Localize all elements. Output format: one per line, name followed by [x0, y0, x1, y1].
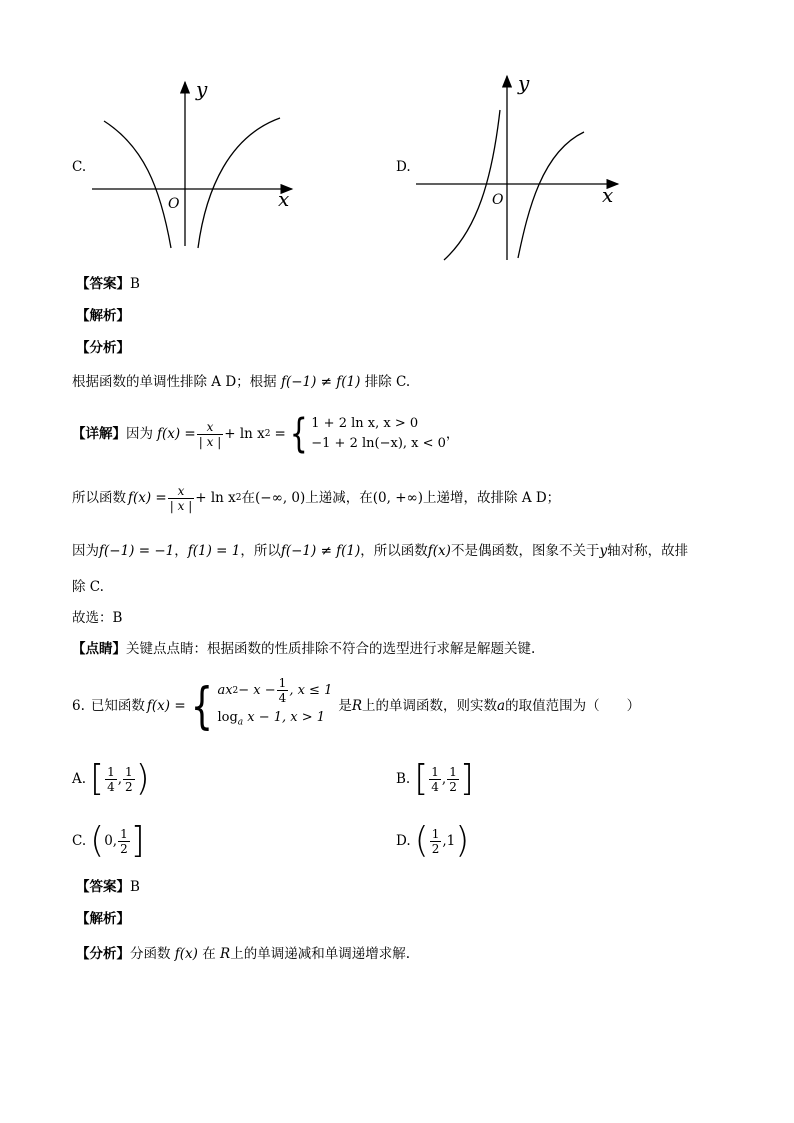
bracket-left: [ [414, 758, 429, 799]
text: 根据函数的单调性排除 A D；根据 [72, 374, 277, 390]
value: 1 [446, 833, 456, 849]
origin-label: O [168, 196, 180, 212]
fraction [118, 827, 130, 856]
value: 0 [104, 833, 113, 849]
fraction [123, 765, 135, 794]
denominator: 4 [278, 691, 287, 706]
option-label: D. [396, 833, 411, 849]
option-d[interactable]: D. ( $\frac{1}{2}$ , 1 ) [396, 820, 470, 861]
text: 已知函数 [90, 698, 145, 714]
text: 关键点点睛：根据函数的性质排除不符合的选型进行求解是解题关键. [126, 641, 536, 657]
denominator: | x | [169, 498, 193, 513]
graph-c [88, 76, 298, 254]
fraction [197, 420, 223, 449]
option-c[interactable]: C. ( 0 , $\frac{1}{2}$ ] [72, 820, 145, 861]
numerator: 1 [278, 676, 287, 691]
math: x − 1, x > 1 [247, 710, 326, 726]
case-1: 1 + 2 ln x, x > 0 [311, 416, 419, 431]
numerator: 1 [431, 826, 440, 841]
math: − x − [238, 682, 276, 698]
math: f(−1) = −1 [99, 543, 175, 559]
option-c-label: C. [72, 159, 87, 175]
option-label: C. [72, 833, 87, 849]
math: log [217, 710, 238, 726]
answer-value: B [130, 276, 140, 292]
text: 上递减，在 [305, 490, 373, 506]
piecewise-cases [217, 676, 332, 736]
math: ax [217, 682, 233, 698]
text: 轴对称，故排 [607, 543, 689, 559]
text: 的取值范围为（ ） [505, 698, 641, 714]
option-b[interactable]: B. [ $\frac{1}{4}$ , $\frac{1}{2}$ ] [396, 758, 474, 799]
q6-stem [72, 676, 640, 736]
numerator: 1 [449, 764, 457, 779]
fraction [447, 765, 459, 794]
q5-analyze-tag: 【分析】 [76, 340, 130, 356]
curve-left [104, 121, 171, 248]
origin-label: O [492, 192, 504, 208]
interval: (0, +∞) [372, 490, 424, 506]
math-ln: + ln x [195, 490, 236, 506]
case-2 [217, 705, 332, 736]
text: ， [445, 426, 460, 442]
math-fx: f(x) = [157, 426, 196, 442]
y-axis-label: y [196, 77, 208, 101]
option-label: B. [396, 771, 411, 787]
math: f(x) [174, 946, 198, 962]
math: a [497, 698, 506, 714]
superscript: 2 [264, 429, 271, 439]
brace: { [190, 677, 213, 735]
numerator: x [177, 483, 185, 498]
fraction [430, 827, 442, 856]
superscript: 2 [235, 493, 242, 503]
denominator: 4 [431, 779, 439, 794]
bracket-right: ] [130, 820, 145, 861]
numerator: 1 [125, 764, 133, 779]
bracket-left: [ [90, 758, 105, 799]
text: 上的单调函数，则实数 [362, 698, 498, 714]
answer-value: B [130, 879, 140, 895]
case-1 [217, 676, 332, 705]
curve-right [198, 118, 280, 248]
piecewise-cases [311, 414, 446, 454]
denominator: 2 [431, 841, 440, 856]
text: 在 [202, 946, 216, 962]
q5-analysis-tag: 【解析】 [76, 308, 130, 324]
fraction [277, 676, 289, 705]
brace: { [289, 411, 308, 457]
math: , x ≤ 1 [289, 682, 333, 698]
text: 不是偶函数，图象不关于 [450, 543, 600, 559]
text: 上递增，故排除 A D； [423, 490, 561, 506]
bracket-right: ) [135, 758, 150, 799]
math-inequality: f(−1) ≠ f(1) [280, 374, 361, 390]
math: f(−1) ≠ f(1) [280, 543, 361, 559]
text: ，所以函数 [360, 543, 428, 559]
math-fx: f(x) = [128, 490, 167, 506]
text: 排除 C. [364, 374, 411, 390]
denominator: 4 [107, 779, 115, 794]
denominator: 2 [449, 779, 457, 794]
answer-tag: 【答案】 [76, 276, 130, 292]
text: 因为 [72, 543, 99, 559]
graph-d [412, 70, 624, 262]
numerator: x [206, 419, 214, 434]
q6-analyze [76, 945, 410, 963]
q5-key-point [72, 640, 535, 658]
numerator: 1 [107, 764, 115, 779]
bracket-left: ( [90, 820, 105, 861]
math: R [351, 698, 363, 714]
q5-detail-line: 【详解】 因为 f(x) = $\frac{x}{| x |}$ + ln x 2 = { 1 + 2 ln x, x > 0 −1 + 2 ln(−x), x < 0 ， [72, 411, 460, 457]
option-d-label: D. [396, 159, 411, 175]
text: 在 [241, 490, 255, 506]
numerator: 1 [431, 764, 439, 779]
y-axis-label: y [518, 71, 530, 95]
detail-tag: 【详解】 [72, 426, 126, 442]
q5-line4: 除 C. [72, 579, 104, 595]
fraction [105, 765, 117, 794]
q6-analysis-tag: 【解析】 [76, 911, 130, 927]
math: y [599, 543, 608, 559]
option-label: A. [72, 771, 87, 787]
x-axis-label: x [278, 187, 290, 211]
q5-analyze-text [72, 373, 410, 391]
answer-tag: 【答案】 [76, 879, 130, 895]
bracket-right: ) [455, 820, 470, 861]
text: 因为 [126, 426, 153, 442]
text: 所以函数 [72, 490, 126, 506]
interval: (−∞, 0) [255, 490, 306, 506]
fraction [168, 484, 194, 513]
analyze-tag: 【分析】 [76, 946, 130, 962]
curve-left [444, 110, 500, 260]
text: 是 [338, 698, 352, 714]
q5-answer [76, 275, 140, 293]
q5-line2 [72, 478, 560, 518]
bracket-right: ] [459, 758, 474, 799]
subscript: a [237, 717, 244, 728]
text: ， [174, 543, 188, 559]
option-a[interactable]: A. [ $\frac{1}{4}$ , $\frac{1}{2}$ ) [72, 758, 150, 799]
math-fx: f(x) = [146, 698, 186, 714]
denominator: | x | [198, 434, 222, 449]
bracket-left: ( [414, 820, 429, 861]
denominator: 2 [125, 779, 133, 794]
fraction [429, 765, 441, 794]
text: ，所以 [240, 543, 281, 559]
q6-answer [76, 878, 140, 896]
x-axis-label: x [602, 183, 614, 207]
text: 上的单调递减和单调递增求解. [230, 946, 411, 962]
math: R [220, 946, 231, 962]
numerator: 1 [120, 826, 128, 841]
q5-line3 [72, 542, 688, 560]
curve-right [518, 132, 584, 258]
key-tag: 【点睛】 [72, 641, 126, 657]
math: f(x) [427, 543, 451, 559]
question-number: 6. [72, 698, 85, 714]
text: 分函数 [130, 946, 171, 962]
case-2: −1 + 2 ln(−x), x < 0 [311, 436, 446, 451]
math-ln: + ln x [224, 426, 265, 442]
denominator: 2 [120, 841, 128, 856]
superscript: 2 [232, 685, 239, 696]
q5-choose: 故选：B [72, 610, 123, 626]
math: f(1) = 1 [187, 543, 241, 559]
